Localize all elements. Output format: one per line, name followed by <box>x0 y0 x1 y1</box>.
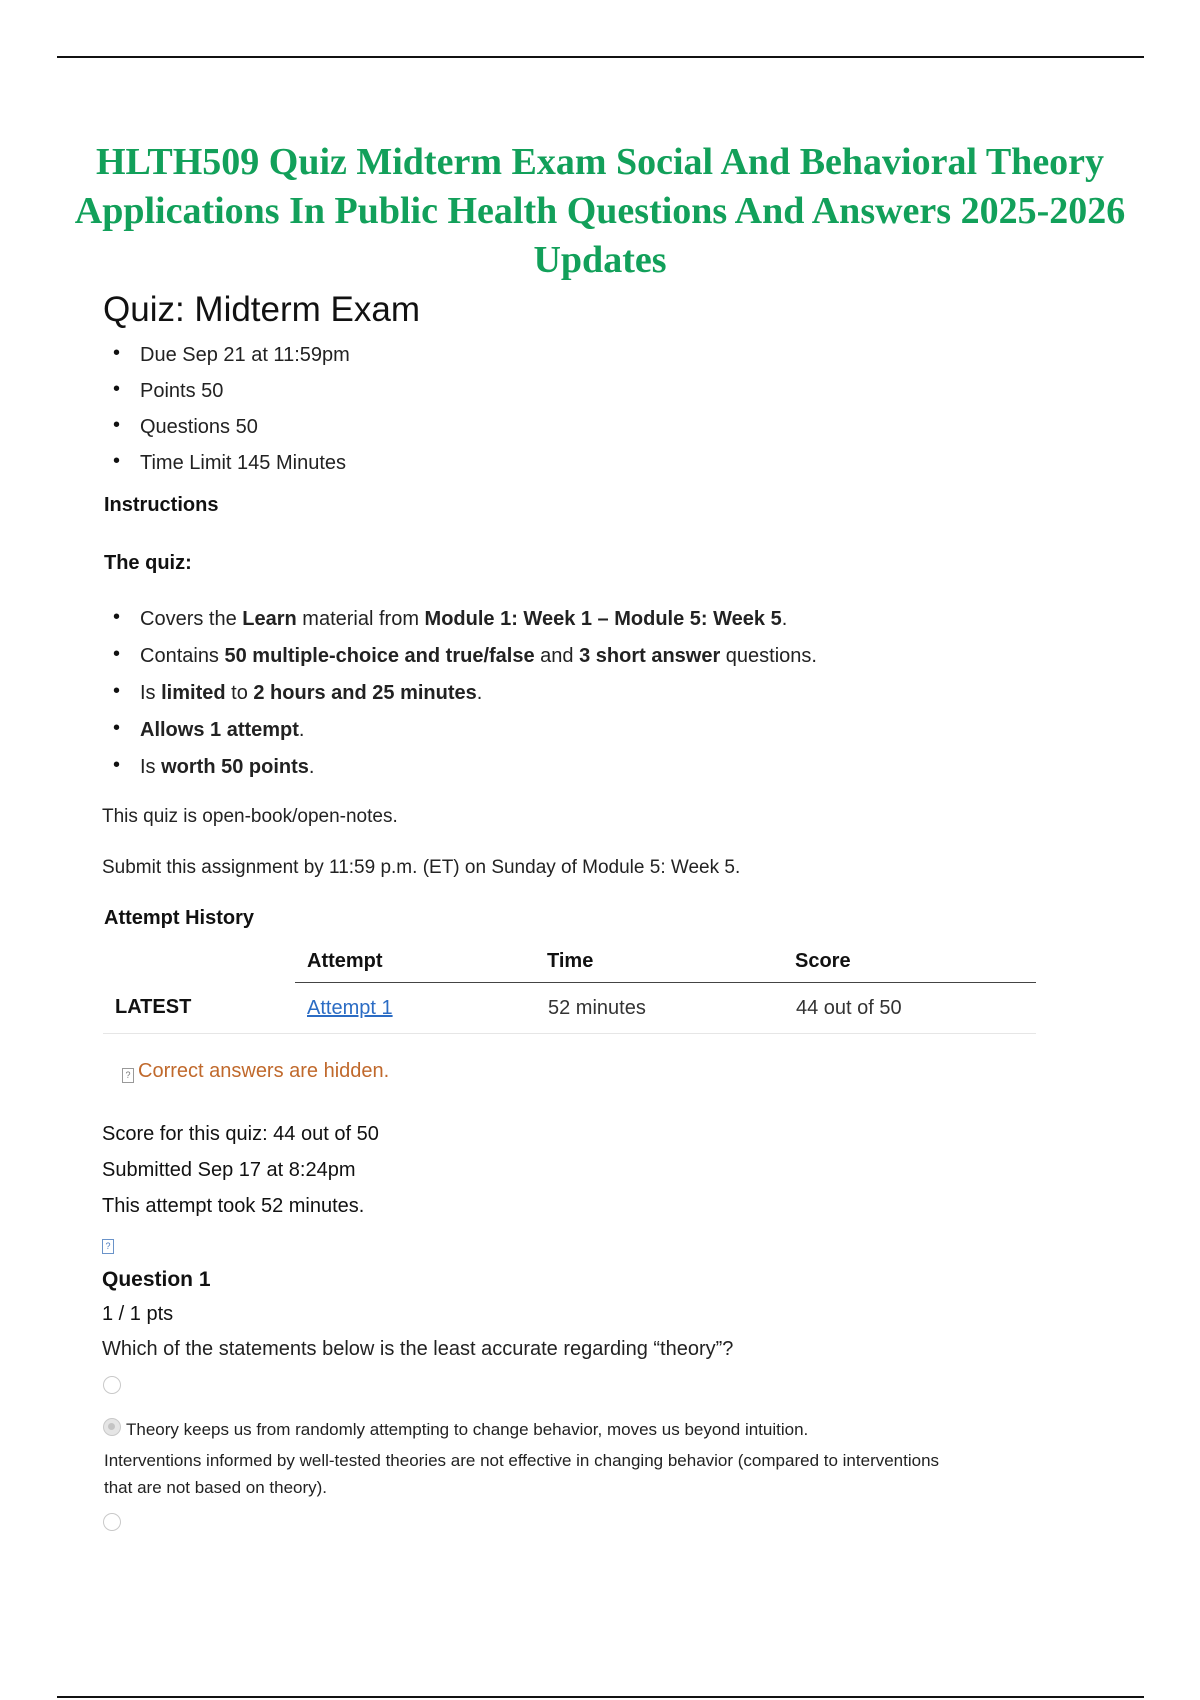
quiz-results <box>102 1119 379 1227</box>
question-points: 1 / 1 pts <box>102 1303 174 1325</box>
header-attempt: Attempt <box>295 944 547 983</box>
rule-text-run: questions. <box>720 645 817 667</box>
quiz-rule-item <box>113 604 817 641</box>
rule-text-run: Learn <box>242 608 297 630</box>
instructions-heading: Instructions <box>104 494 219 516</box>
open-book-note: This quiz is open-book/open-notes. <box>102 806 398 827</box>
rule-text-run: 2 hours and 25 minutes <box>253 682 477 704</box>
rule-text-run: and <box>534 645 580 667</box>
submitted-date: Submitted Sep 17 at 8:24pm <box>102 1159 356 1181</box>
rule-text-run: to <box>225 682 254 704</box>
broken-image-icon: ? <box>122 1068 134 1083</box>
rule-text-run: Covers the <box>140 608 243 630</box>
quiz-subheading: The quiz: <box>104 552 192 574</box>
quiz-rule-item <box>113 641 817 678</box>
rule-text-run: . <box>476 682 483 704</box>
answer-option-text: Interventions informed by well-tested theories are not effective in changing behavior (compared to interventions that are not based on theory). <box>104 1451 940 1497</box>
score-cell: 44 out of 50 <box>795 983 1036 1034</box>
rule-text-run: . <box>308 756 315 778</box>
quiz-title: Quiz: Midterm Exam <box>103 290 420 329</box>
rule-text-run: material from <box>296 608 425 630</box>
broken-image-icon: ? <box>102 1239 114 1254</box>
document-title: HLTH509 Quiz Midterm Exam Social And Behavioral Theory Applications In Public Health Questions And Answers 2025-2026 Updates <box>74 141 1126 281</box>
header-time: Time <box>547 944 795 983</box>
attempt-1-link[interactable]: Attempt 1 <box>307 996 393 1019</box>
rule-text-run: Is <box>140 682 162 704</box>
rule-text-run: 50 multiple-choice and true/false <box>224 645 535 667</box>
attempt-duration: This attempt took 52 minutes. <box>102 1195 365 1217</box>
quiz-rule-item <box>113 715 817 752</box>
question-text: Which of the statements below is the least accurate regarding “theory”? <box>102 1338 734 1360</box>
time-cell: 52 minutes <box>547 983 795 1034</box>
notice-text: Correct answers are hidden. <box>138 1060 390 1082</box>
rule-text-run: Allows 1 attempt <box>140 719 299 741</box>
rule-text-run: . <box>298 719 305 741</box>
header-blank <box>103 944 295 983</box>
attempt-history-heading: Attempt History <box>104 907 255 929</box>
answer-radio-1[interactable] <box>103 1376 121 1394</box>
rule-text-run: Module 1: Week 1 – Module 5: Week 5 <box>424 608 782 630</box>
rule-text-run: limited <box>161 682 226 704</box>
attempt-history-table <box>103 944 1036 1034</box>
answer-option-text: Theory keeps us from randomly attempting to change behavior, moves us beyond intuition. <box>126 1420 809 1439</box>
due-date: • Due Sep 21 at 11:59pm <box>113 341 350 377</box>
points: • Points 50 <box>113 377 350 413</box>
latest-tag: LATEST <box>103 983 295 1034</box>
header-score: Score <box>795 944 1036 983</box>
time-limit: • Time Limit 145 Minutes <box>113 449 350 485</box>
questions-count: • Questions 50 <box>113 413 350 449</box>
correct-answers-notice <box>122 1060 389 1083</box>
rule-text-run: worth 50 points <box>161 756 309 778</box>
top-rule <box>57 56 1144 58</box>
answer-radio-2-selected[interactable] <box>103 1418 121 1436</box>
attempt-cell <box>295 983 547 1034</box>
table-header-row <box>103 944 1036 983</box>
bottom-rule <box>57 1696 1144 1698</box>
quiz-rule-item <box>113 678 817 715</box>
rule-text-run: . <box>781 608 788 630</box>
quiz-rules-list <box>113 604 817 789</box>
quiz-rule-item <box>113 752 817 789</box>
quiz-details-list <box>113 341 350 485</box>
rule-text-run: Is <box>140 756 162 778</box>
rule-text-run: Contains <box>140 645 225 667</box>
rule-text-run: 3 short answer <box>579 645 721 667</box>
table-row <box>103 983 1036 1034</box>
question-heading: Question 1 <box>102 1268 211 1291</box>
quiz-score: Score for this quiz: 44 out of 50 <box>102 1123 379 1145</box>
submit-note: Submit this assignment by 11:59 p.m. (ET) on Sunday of Module 5: Week 5. <box>102 857 741 878</box>
answer-radio-3[interactable] <box>103 1513 121 1531</box>
